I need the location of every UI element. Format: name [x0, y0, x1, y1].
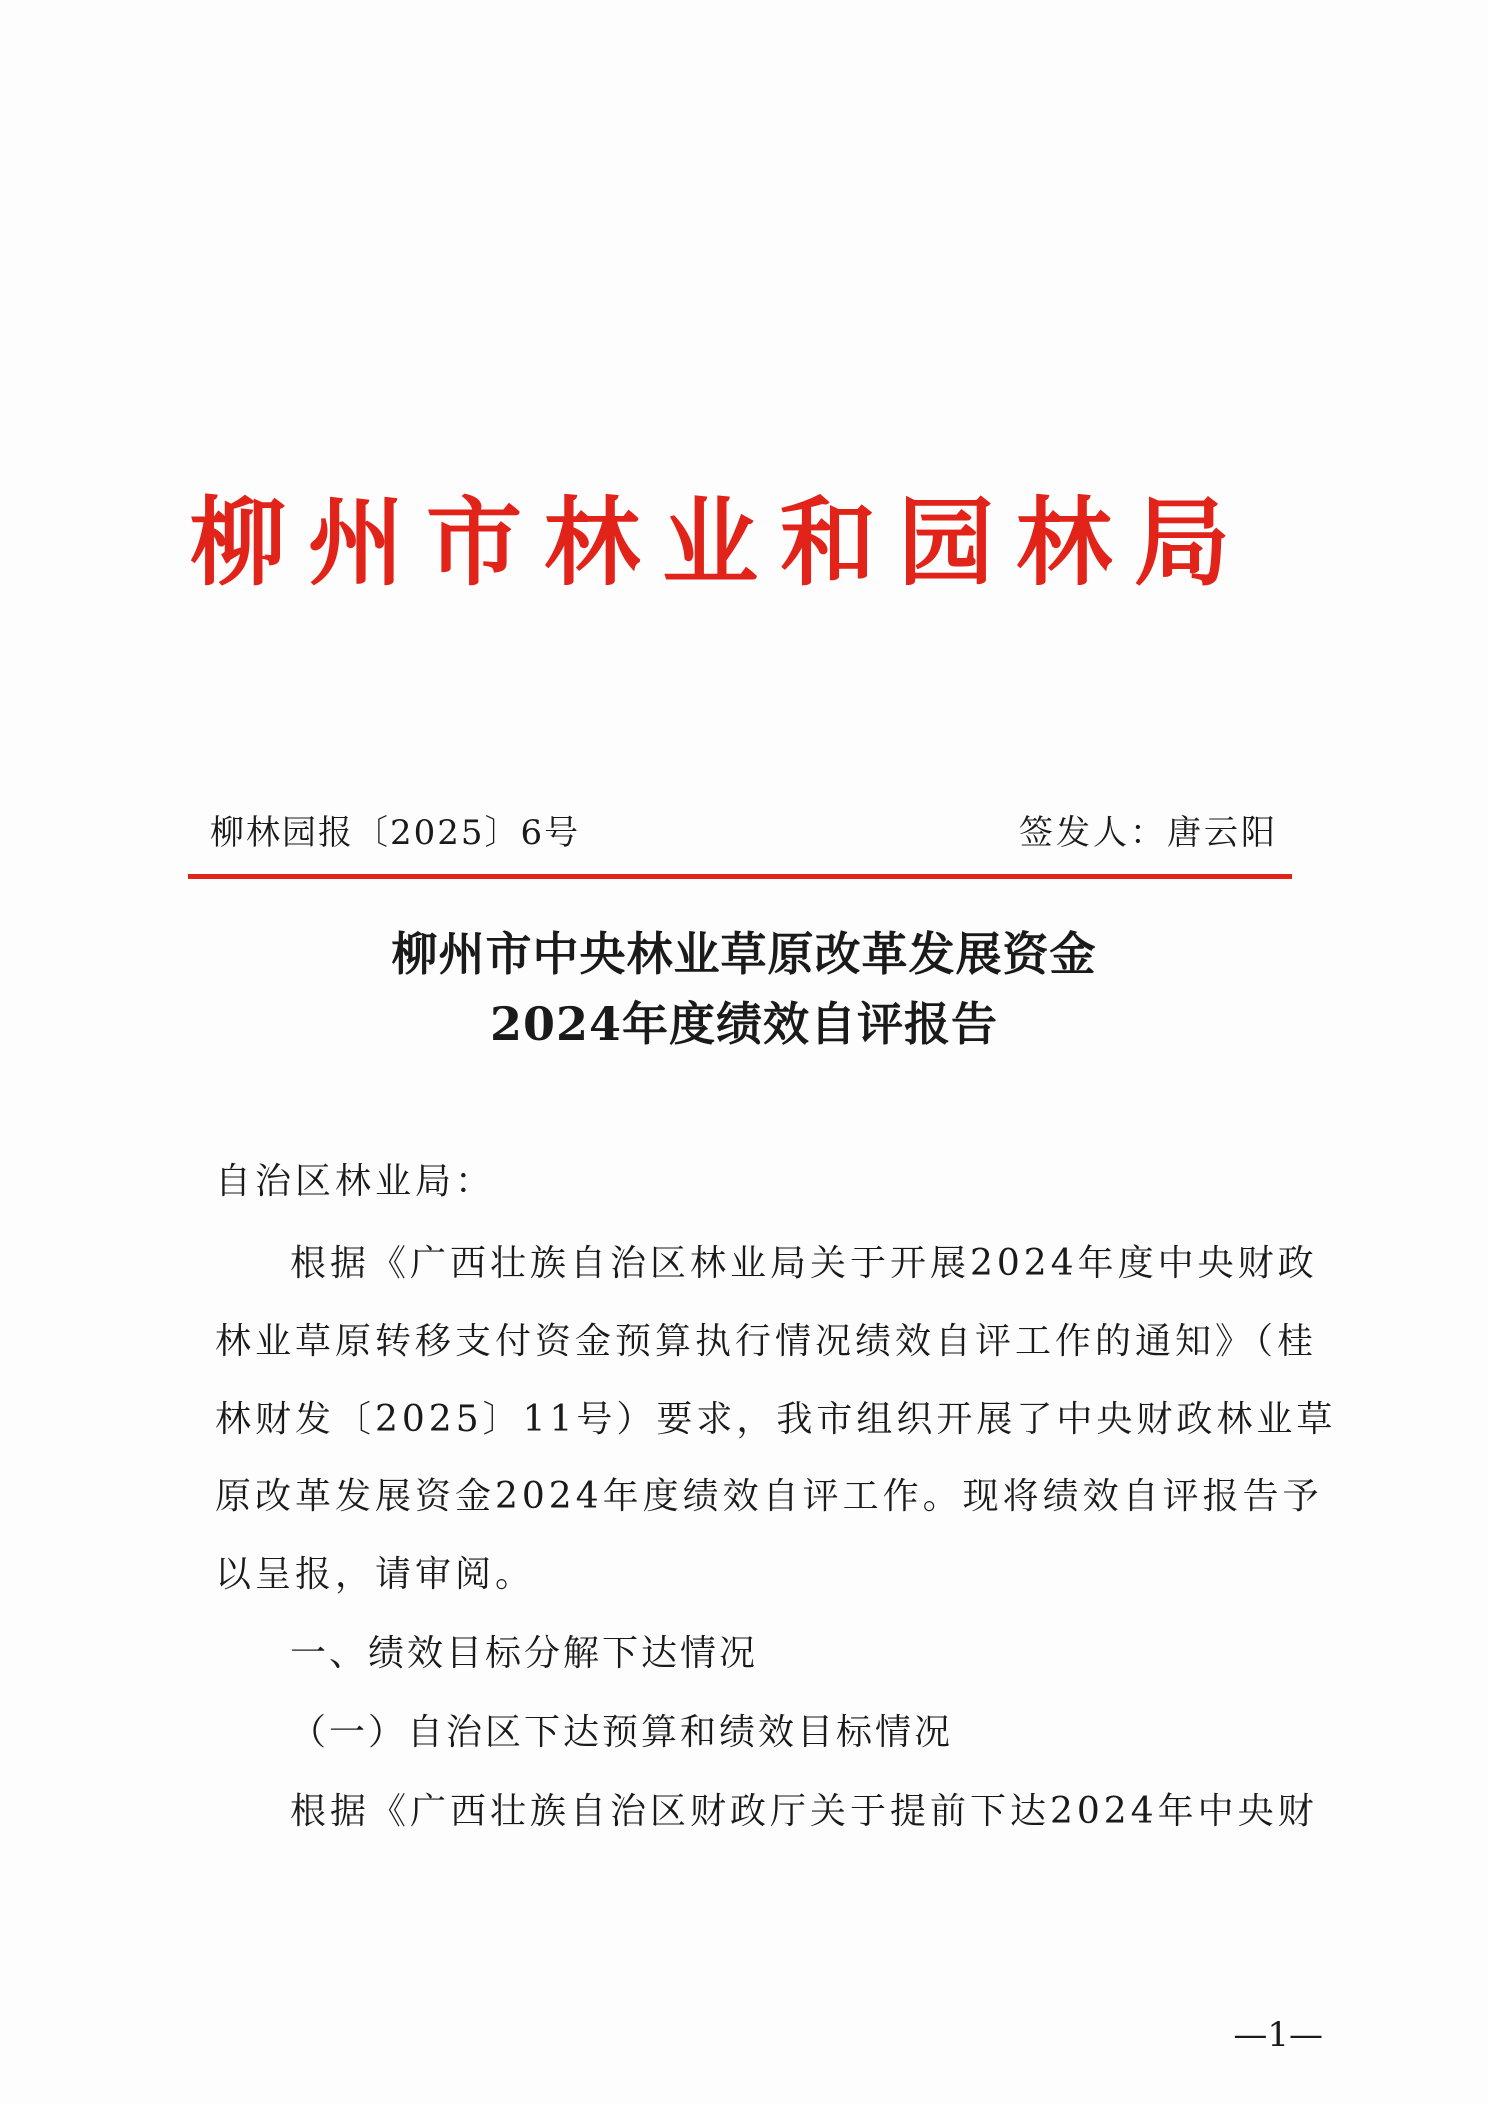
paragraph-1-line-2: 林业草原转移支付资金预算执行情况绩效自评工作的通知》（桂 — [215, 1321, 1318, 1362]
paragraph-1-line-4: 原改革发展资金2024年度绩效自评工作。现将绩效自评报告予 — [215, 1476, 1323, 1517]
agency-letterhead-title: 柳州市林业和园林局 — [190, 487, 1252, 599]
paragraph-1-line-3: 林财发〔2025〕11号）要求，我市组织开展了中央财政林业草 — [215, 1399, 1337, 1440]
signer: 签发人：唐云阳 — [1019, 813, 1278, 853]
report-title-line-2: 2024年度绩效自评报告 — [489, 997, 999, 1051]
paragraph-1-line-1: 根据《广西壮族自治区林业局关于开展2024年度中央财政 — [290, 1243, 1318, 1284]
document-number: 柳林园报〔2025〕6号 — [210, 813, 581, 853]
report-title-line-1: 柳州市中央林业草原改革发展资金 — [391, 927, 1097, 981]
salutation: 自治区林业局： — [215, 1161, 496, 1202]
subsection-heading-1: （一）自治区下达预算和绩效目标情况 — [290, 1712, 954, 1753]
section-heading-1: 一、绩效目标分解下达情况 — [290, 1633, 759, 1674]
paragraph-1-line-5: 以呈报，请审阅。 — [215, 1554, 536, 1595]
paragraph-2-line-1: 根据《广西壮族自治区财政厅关于提前下达2024年中央财 — [290, 1791, 1318, 1832]
red-divider-line — [188, 874, 1292, 879]
page-number: —1— — [1233, 2015, 1323, 2055]
